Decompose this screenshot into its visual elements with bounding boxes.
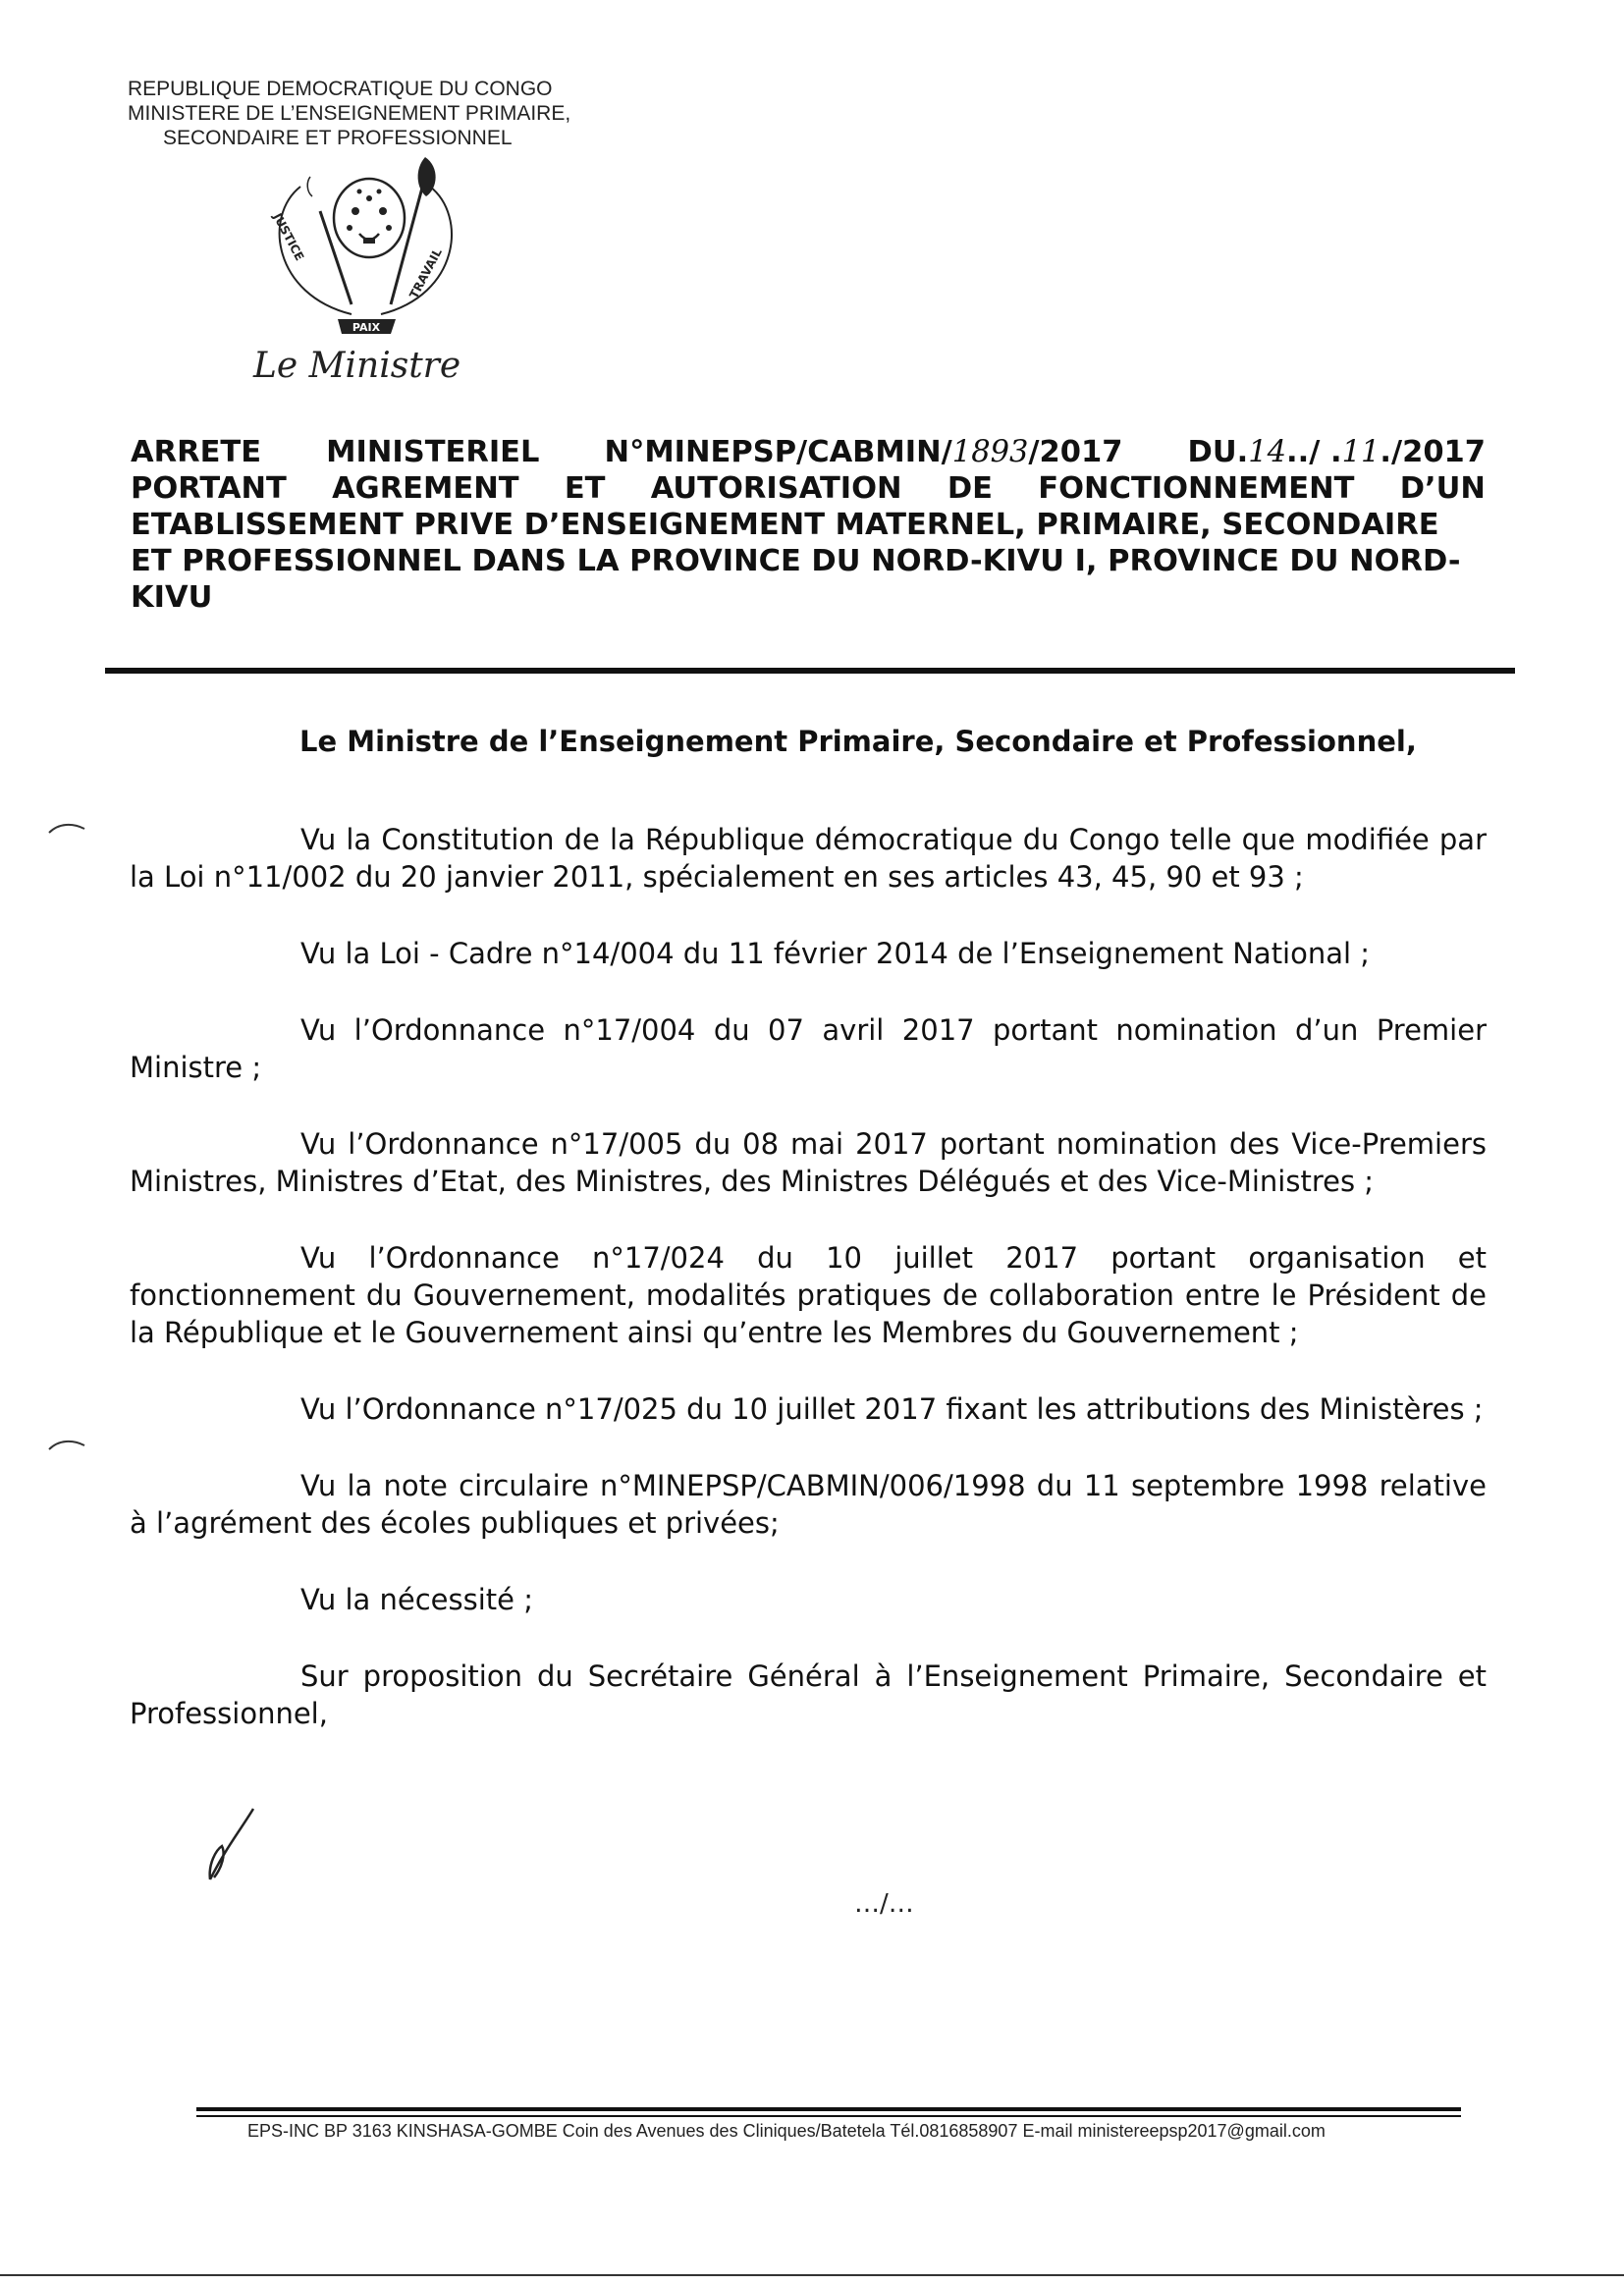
consideration-ordonnance-17-024: Vu l’Ordonnance n°17/024 du 10 juillet 2017 portant organisation et fonctionnement du Gouvernement, modalités pratiques de collaboration entre le Président de la République et le Gouvernement ainsi qu’entre les Membres du Gouvernement ;	[130, 1241, 1487, 1349]
handwritten-initials	[196, 1805, 275, 1883]
decree-word: ARRETE	[131, 435, 262, 469]
letterhead-ministry: MINISTERE DE L’ENSEIGNEMENT PRIMAIRE,	[128, 102, 571, 125]
decree-date-sep: ../ .	[1286, 435, 1342, 469]
emblem-motto-travail: TRAVAIL	[406, 245, 445, 301]
decree-title-line-1	[131, 434, 1486, 470]
consideration-loi-cadre: Vu la Loi - Cadre n°14/004 du 11 février 2014 de l’Enseignement National ;	[300, 937, 1371, 970]
decree-title-line-5: KIVU	[131, 580, 213, 615]
letterhead-country: REPUBLIQUE DEMOCRATIQUE DU CONGO	[128, 78, 553, 100]
decree-number-prefix: N°MINEPSP/CABMIN/	[604, 435, 952, 469]
decree-word: DE	[947, 471, 993, 506]
decree-title-line-3: ETABLISSEMENT PRIVE D’ENSEIGNEMENT MATERNEL, PRIMAIRE, SECONDAIRE	[131, 508, 1439, 542]
margin-pen-mark	[47, 1434, 88, 1455]
decree-number	[605, 434, 1123, 470]
footer-contact: EPS-INC BP 3163 KINSHASA-GOMBE Coin des Avenues des Cliniques/Batetela Tél.0816858907 E-mail ministereepsp2017@gmail.com	[247, 2121, 1326, 2141]
decree-date-month: 11	[1341, 435, 1380, 469]
emblem-motto-paix: PAIX	[352, 321, 381, 334]
considerations-body	[130, 821, 1487, 1771]
consideration-proposition: Sur proposition du Secrétaire Général à l’Enseignement Primaire, Secondaire et Professionnel,	[130, 1659, 1487, 1730]
margin-pen-mark	[47, 817, 88, 839]
minister-heading: Le Ministre de l’Enseignement Primaire, Secondaire et Professionnel,	[299, 725, 1417, 758]
decree-date-prefix: DU.	[1187, 435, 1249, 469]
scan-bottom-edge	[0, 2274, 1624, 2276]
letterhead-ministry-cont: SECONDAIRE ET PROFESSIONNEL	[163, 127, 513, 149]
footer-rule-thick	[196, 2107, 1461, 2111]
decree-date-year: ./2017	[1380, 435, 1486, 469]
emblem-motto-justice: JUSTICE	[270, 210, 307, 263]
footer-rule-thin	[196, 2115, 1461, 2117]
decree-word: FONCTIONNEMENT	[1038, 471, 1355, 506]
signature-title: Le Ministre	[253, 346, 461, 386]
decree-number-handwritten: 1893	[951, 435, 1029, 469]
decree-word: AGREMENT	[332, 471, 519, 506]
letterhead	[128, 77, 570, 150]
decree-word: D’UN	[1399, 471, 1486, 506]
decree-title-line-2	[131, 470, 1486, 507]
decree-title	[131, 434, 1486, 616]
decree-word: PORTANT	[131, 471, 287, 506]
page-continuation-mark: …/…	[854, 1889, 914, 1919]
consideration-ordonnance-17-004: Vu l’Ordonnance n°17/004 du 07 avril 2017 portant nomination d’un Premier Ministre ;	[130, 1013, 1487, 1084]
consideration-note-circulaire: Vu la note circulaire n°MINEPSP/CABMIN/006/1998 du 11 septembre 1998 relative à l’agrément des écoles publiques et privées;	[130, 1469, 1487, 1540]
consideration-necessite: Vu la nécessité ;	[300, 1583, 533, 1616]
decree-date	[1188, 434, 1486, 470]
consideration-ordonnance-17-005: Vu l’Ordonnance n°17/005 du 08 mai 2017 portant nomination des Vice-Premiers Ministres, Ministres d’Etat, des Ministres, des Ministres Délégués et des Vice-Ministres ;	[130, 1127, 1487, 1198]
coat-of-arms-emblem	[244, 157, 489, 344]
decree-word: ET	[564, 471, 606, 506]
consideration-constitution: Vu la Constitution de la République démocratique du Congo telle que modifiée par la Loi n°11/002 du 20 janvier 2011, spécialement en ses articles 43, 45, 90 et 93 ;	[130, 823, 1487, 894]
decree-word: MINISTERIEL	[326, 435, 540, 469]
decree-number-year: /2017	[1028, 435, 1123, 469]
title-separator-rule	[105, 668, 1515, 674]
decree-date-day: 14	[1248, 435, 1287, 469]
decree-word: AUTORISATION	[650, 471, 902, 506]
decree-title-line-4: ET PROFESSIONNEL DANS LA PROVINCE DU NORD-KIVU I, PROVINCE DU NORD-	[131, 544, 1461, 578]
consideration-ordonnance-17-025: Vu l’Ordonnance n°17/025 du 10 juillet 2017 fixant les attributions des Ministères ;	[300, 1392, 1484, 1426]
